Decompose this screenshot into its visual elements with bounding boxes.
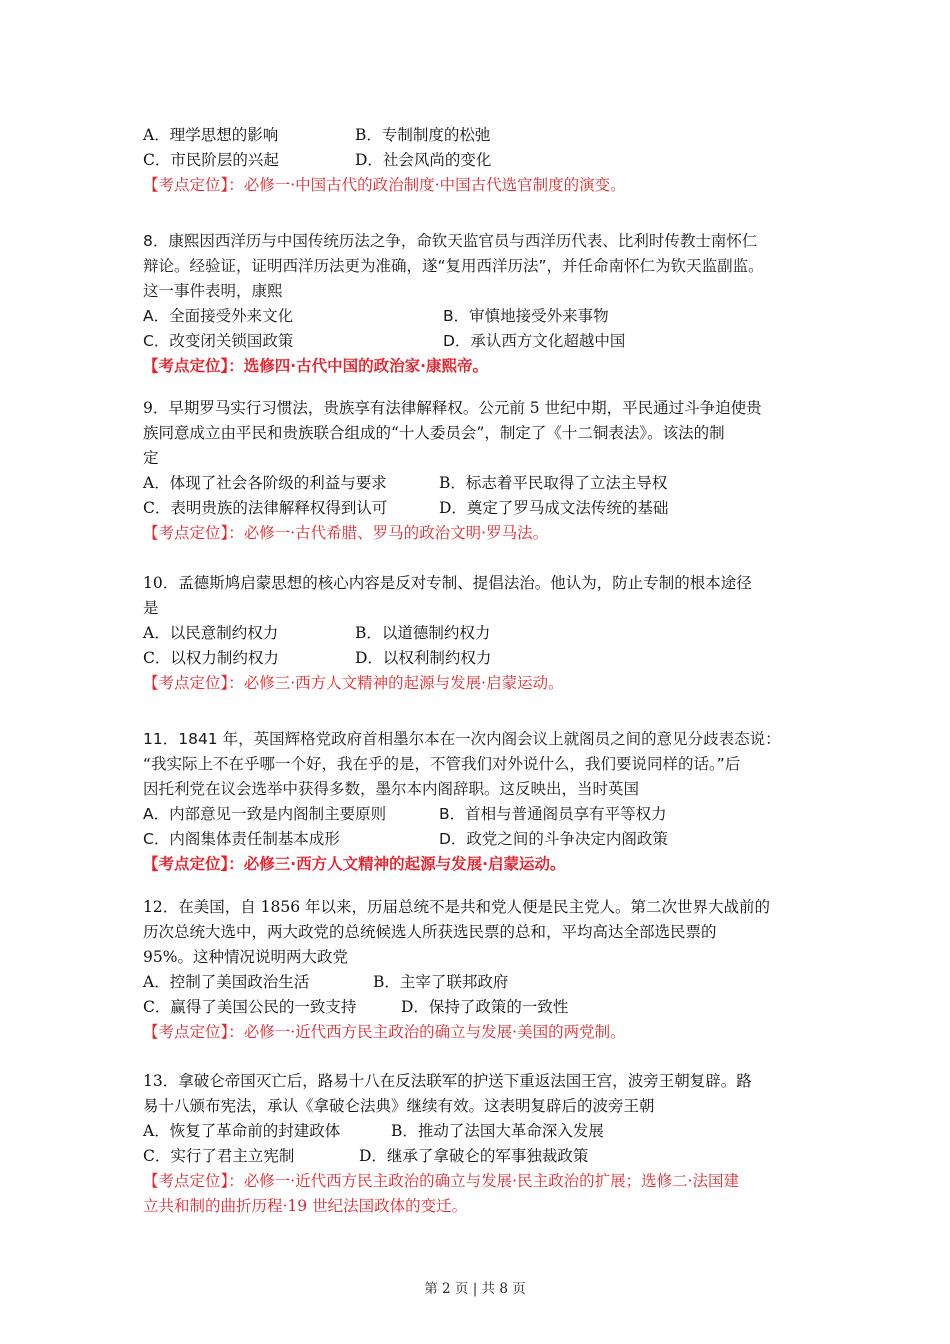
kaodian-label: 【考点定位】：必修一·中国古代的政治制度·中国古代选官制度的演变。 [143, 176, 626, 194]
option-a: A．恢复了革命前的封建政体 [143, 1122, 341, 1140]
page-footer: 第 2 页 | 共 8 页 [424, 1281, 526, 1297]
question-7 [143, 123, 808, 198]
option-a: A．控制了美国政治生活 [143, 973, 310, 991]
question-text-line: 因托利党在议会选举中获得多数，墨尔本内阁辞职。这反映出，当时英国 [143, 780, 640, 798]
option-d: D．继承了拿破仑的军事独裁政策 [359, 1147, 589, 1165]
question-text-line: 历次总统大选中，两大政党的总统候选人所获选民票的总和，平均高达全部选民票的 [143, 923, 717, 941]
options-row [143, 1144, 808, 1169]
options-row [143, 1119, 808, 1144]
option-b: B．审慎地接受外来事物 [443, 307, 609, 325]
options-row [143, 827, 808, 852]
question-11 [143, 727, 808, 877]
option-c: C．市民阶层的兴起 [143, 151, 279, 169]
option-c: C．内阁集体责任制基本成形 [143, 830, 340, 848]
option-c: C．以权力制约权力 [143, 649, 279, 667]
option-b: B．首相与普通阁员享有平等权力 [439, 805, 667, 823]
option-a: A．理学思想的影响 [143, 126, 279, 144]
options-row [143, 802, 808, 827]
options-row [143, 123, 808, 148]
question-text-line: 95%。这种情况说明两大政党 [143, 948, 348, 966]
option-a: A．体现了社会各阶级的利益与要求 [143, 474, 387, 492]
option-a: A．内部意见一致是内阁制主要原则 [143, 805, 387, 823]
question-13 [143, 1069, 808, 1219]
options-row [143, 621, 808, 646]
question-text-line: 8．康熙因西洋历与中国传统历法之争，命钦天监官员与西洋历代表、比利时传教士南怀仁 [143, 232, 758, 250]
question-text-line: 定 [143, 449, 159, 467]
question-text-line: 11．1841 年，英国辉格党政府首相墨尔本在一次内阁会议上就阁员之间的意见分歧表态说： [143, 730, 781, 748]
options-row [143, 646, 808, 671]
option-d: D．以权利制约权力 [355, 649, 492, 667]
option-b: B．专制制度的松弛 [355, 126, 491, 144]
option-c: C．赢得了美国公民的一致支持 [143, 998, 357, 1016]
options-row [143, 995, 808, 1020]
options-row [143, 496, 808, 521]
options-row [143, 329, 808, 354]
option-c: C．实行了君主立宪制 [143, 1147, 295, 1165]
options-row [143, 970, 808, 995]
options-row [143, 304, 808, 329]
kaodian-label: 【考点定位】：必修一·近代西方民主政治的确立与发展·民主政治的扩展；选修二·法国建 [143, 1172, 740, 1190]
question-text-line: 9．早期罗马实行习惯法，贵族享有法律解释权。公元前 5 世纪中期，平民通过斗争迫使贵 [143, 399, 762, 417]
kaodian-label: 【考点定位】：必修三·西方人文精神的起源与发展·启蒙运动。 [143, 855, 566, 873]
option-a: A．以民意制约权力 [143, 624, 279, 642]
question-text-line: 是 [143, 599, 159, 617]
option-b: B．标志着平民取得了立法主导权 [439, 474, 668, 492]
option-d: D．承认西方文化超越中国 [443, 332, 626, 350]
question-text-line: 辩论。经验证，证明西洋历法更为准确，遂“复用西洋历法”，并任命南怀仁为钦天监副监。 [143, 257, 764, 275]
kaodian-label: 【考点定位】：必修三·西方人文精神的起源与发展·启蒙运动。 [143, 674, 564, 692]
kaodian-label: 【考点定位】：必修一·古代希腊、罗马的政治文明·罗马法。 [143, 524, 549, 542]
option-a: A．全面接受外来文化 [143, 307, 294, 325]
option-b: B．推动了法国大革命深入发展 [391, 1122, 604, 1140]
question-text-line: 12．在美国，自 1856 年以来，历届总统不是共和党人便是民主党人。第二次世界大战前的 [143, 898, 771, 916]
kaodian-label: 【考点定位】：必修一·近代西方民主政治的确立与发展·美国的两党制。 [143, 1023, 626, 1041]
question-text-line: 这一事件表明，康熙 [143, 282, 283, 300]
option-d: D．保持了政策的一致性 [401, 998, 569, 1016]
option-b: B．以道德制约权力 [355, 624, 491, 642]
option-d: D．社会风尚的变化 [355, 151, 492, 169]
options-row [143, 471, 808, 496]
option-c: C．改变闭关锁国政策 [143, 332, 294, 350]
kaodian-label: 【考点定位】：选修四·古代中国的政治家·康熙帝。 [143, 357, 489, 375]
question-text-line: 易十八颁布宪法，承认《拿破仑法典》继续有效。这表明复辟后的波旁王朝 [143, 1097, 655, 1115]
option-d: D．奠定了罗马成文法传统的基础 [439, 499, 669, 517]
option-c: C．表明贵族的法律解释权得到认可 [143, 499, 388, 517]
option-b: B．主宰了联邦政府 [373, 973, 509, 991]
question-12 [143, 895, 808, 1045]
question-9 [143, 396, 808, 546]
option-d: D．政党之间的斗争决定内阁政策 [439, 830, 668, 848]
question-text-line: 10．孟德斯鸠启蒙思想的核心内容是反对专制、提倡法治。他认为，防止专制的根本途径 [143, 574, 752, 592]
question-text-line: 13．拿破仑帝国灭亡后，路易十八在反法联军的护送下重返法国王宫，波旁王朝复辟。路 [143, 1072, 752, 1090]
question-text-line: “我实际上不在乎哪一个好，我在乎的是，不管我们对外说什么，我们要说同样的话。”后 [143, 755, 741, 773]
question-8 [143, 229, 808, 379]
kaodian-label-continued: 立共和制的曲折历程·19 世纪法国政体的变迁。 [143, 1197, 468, 1215]
options-row [143, 148, 808, 173]
question-10 [143, 571, 808, 696]
question-text-line: 族同意成立由平民和贵族联合组成的“十人委员会”，制定了《十二铜表法》。该法的制 [143, 424, 725, 442]
